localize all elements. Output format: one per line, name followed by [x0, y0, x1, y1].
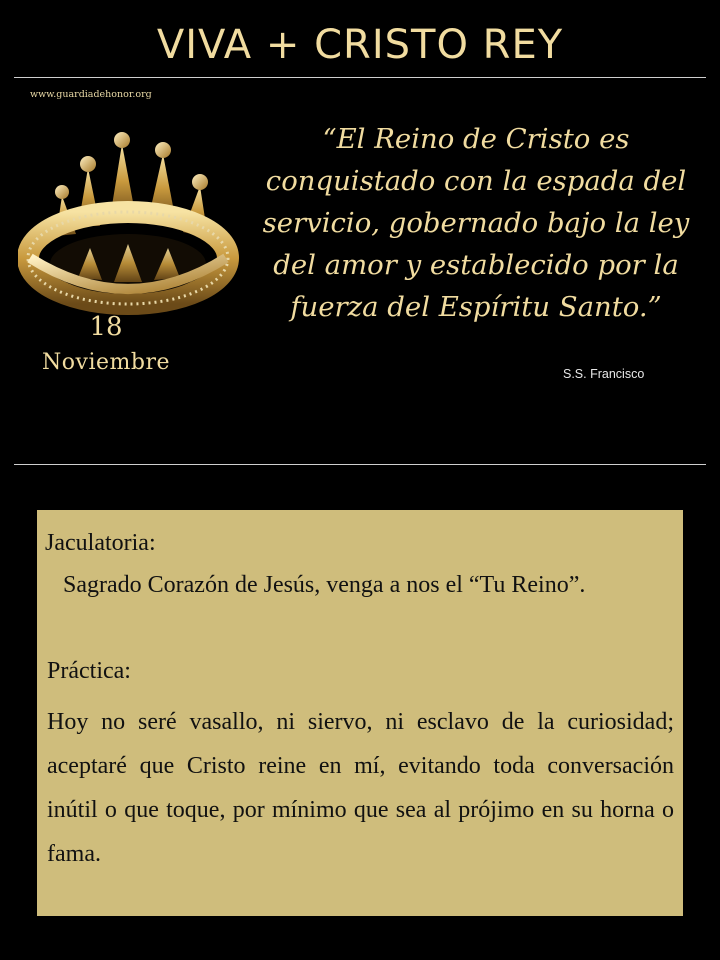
crown-ring-image — [18, 108, 248, 318]
date-month: Noviembre — [42, 350, 170, 375]
practica-text: Hoy no seré vasallo, ni siervo, ni esclavo de la curiosidad; aceptaré que Cristo reine en mí, evitando toda conversación inútil o que toque, por mínimo que sea al prójimo en su horna o fama. — [47, 709, 674, 867]
jaculatoria-label: Jaculatoria: — [45, 530, 156, 556]
quote-author: S.S. Francisco — [563, 367, 645, 381]
website-link[interactable]: www.guardiadehonor.org — [30, 89, 152, 100]
middle-divider — [14, 464, 706, 465]
prayer-panel — [37, 510, 683, 916]
practica-label: Práctica: — [47, 658, 131, 684]
date-day: 18 — [89, 312, 123, 342]
jaculatoria-text: Sagrado Corazón de Jesús, venga a nos el “Tu Reino”. — [63, 572, 586, 598]
top-divider — [14, 77, 706, 78]
quote-text: “El Reino de Cristo es conquistado con la espada del servicio, gobernado bajo la ley del amor y establecido por la fuerza del Espíritu Santo.” — [262, 123, 690, 323]
page-title: VIVA + CRISTO REY — [156, 22, 564, 68]
